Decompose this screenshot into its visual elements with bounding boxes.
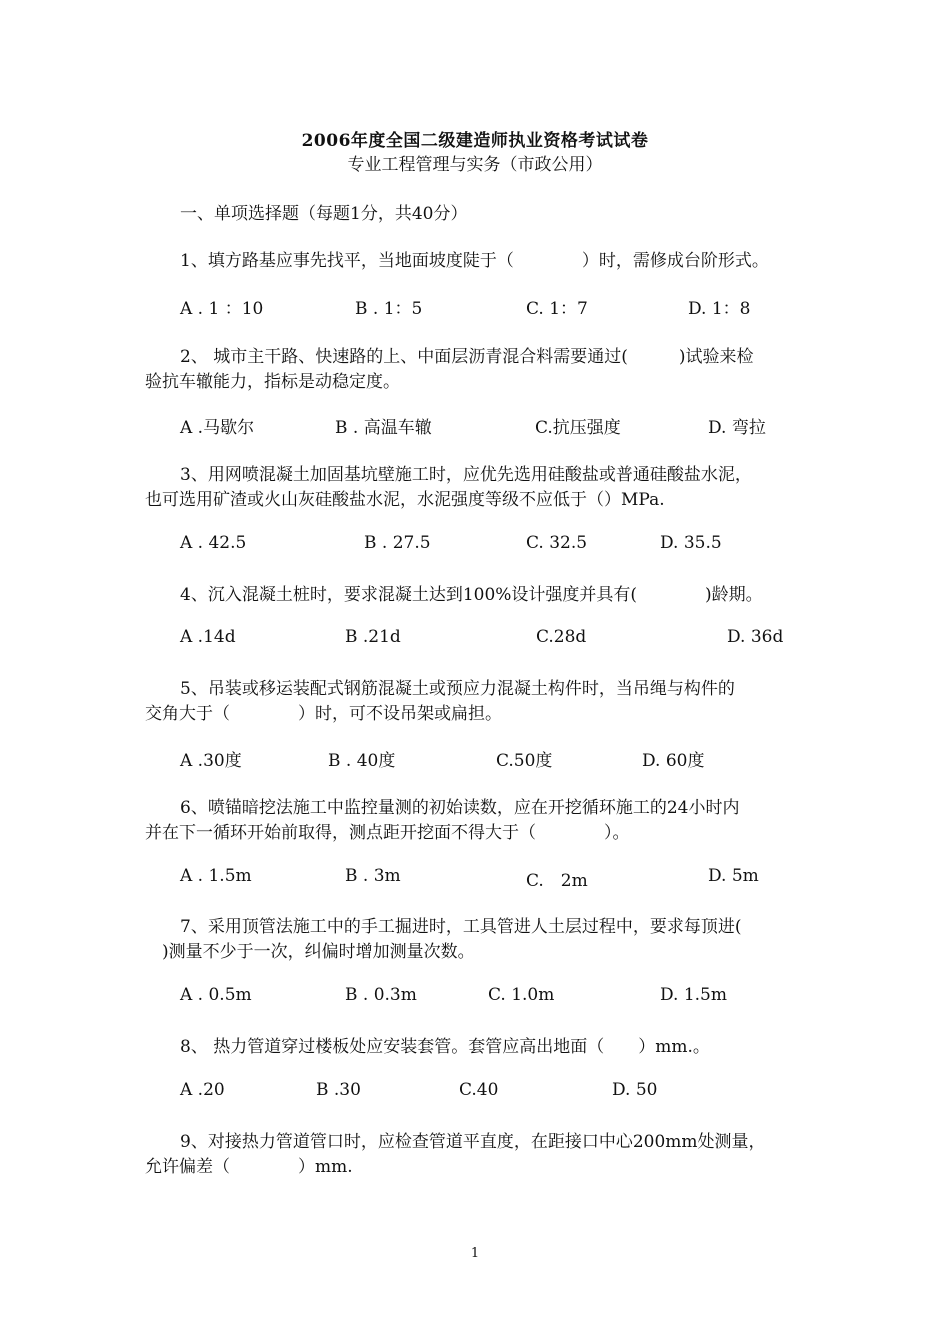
question-3-line-1: 3、用网喷混凝土加固基坑壁施工时，应优先选用硅酸盐或普通硅酸盐水泥， [180, 465, 752, 485]
page-number: 1 [470, 1246, 480, 1261]
option-a: A .20 [180, 1080, 225, 1100]
option-d: D. 60度 [642, 751, 705, 771]
question-5-line-1: 5、吊装或移运装配式钢筋混凝土或预应力混凝土构件时，当吊绳与构件的 [180, 679, 735, 699]
option-a: A . 1.5m [180, 866, 252, 886]
option-a: A .马歇尔 [180, 418, 255, 438]
option-d: D. 1：8 [688, 299, 751, 319]
option-a: A . 42.5 [180, 533, 247, 553]
option-c: C. 1：7 [526, 299, 588, 319]
question-6-line-1: 6、喷锚暗挖法施工中监控量测的初始读数，应在开挖循环施工的24小时内 [180, 798, 740, 818]
question-3-line-2: 也可选用矿渣或火山灰硅酸盐水泥，水泥强度等级不应低于（）MPa. [145, 490, 665, 510]
question-2-line-1: 2、 城市主干路、快速路的上、中面层沥青混合料需要通过( )试验来检 [180, 347, 754, 367]
option-a: A . 0.5m [180, 985, 252, 1005]
option-c: C. 1.0m [488, 985, 555, 1005]
option-b: B . 0.3m [345, 985, 417, 1005]
option-c: C. 32.5 [526, 533, 588, 553]
question-8-line-1: 8、 热力管道穿过楼板处应安装套管。套管应高出地面（ ）mm.。 [180, 1037, 710, 1057]
option-c: C.40 [459, 1080, 499, 1100]
option-b: B .21d [345, 627, 401, 647]
option-c: C.抗压强度 [535, 418, 621, 438]
question-1-line-1: 1、填方路基应事先找平，当地面坡度陡于（ ）时，需修成台阶形式。 [180, 251, 769, 271]
option-b: B . 40度 [328, 751, 396, 771]
option-c: C. 2m [526, 871, 588, 891]
option-c: C.50度 [496, 751, 553, 771]
option-b: B . 3m [345, 866, 401, 886]
option-a: A . 1 ：10 [180, 299, 264, 319]
question-6-line-2: 并在下一循环开始前取得，测点距开挖面不得大于（ ）。 [145, 823, 630, 843]
page-subtitle: 专业工程管理与实务（市政公用） [347, 155, 603, 175]
option-a: A .30度 [180, 751, 242, 771]
option-b: B . 27.5 [364, 533, 431, 553]
option-d: D. 弯拉 [708, 418, 766, 438]
section-heading: 一、单项选择题（每题1分，共40分） [180, 204, 468, 224]
page-title: 2006年度全国二级建造师执业资格考试试卷 [301, 131, 649, 151]
question-4-line-1: 4、沉入混凝土桩时，要求混凝土达到100%设计强度并具有( )龄期。 [180, 585, 763, 605]
option-a: A .14d [180, 627, 236, 647]
option-b: B . 1：5 [355, 299, 423, 319]
option-d: D. 5m [708, 866, 759, 886]
question-7-line-1: 7、采用顶管法施工中的手工掘进时，工具管进人土层过程中，要求每顶进( [180, 917, 742, 937]
option-c: C.28d [536, 627, 587, 647]
question-9-line-1: 9、对接热力管道管口时，应检查管道平直度，在距接口中心200mm处测量， [180, 1132, 766, 1152]
option-b: B . 高温车辙 [335, 418, 432, 438]
question-2-line-2: 验抗车辙能力，指标是动稳定度。 [145, 372, 400, 392]
question-7-line-2: )测量不少于一次，纠偏时增加测量次数。 [145, 942, 475, 962]
option-d: D. 50 [612, 1080, 658, 1100]
option-d: D. 36d [727, 627, 784, 647]
question-9-line-2: 允许偏差（ ）mm. [145, 1157, 353, 1177]
option-d: D. 35.5 [660, 533, 722, 553]
option-b: B .30 [316, 1080, 361, 1100]
option-d: D. 1.5m [660, 985, 727, 1005]
question-5-line-2: 交角大于（ ）时，可不设吊架或扁担。 [145, 704, 502, 724]
